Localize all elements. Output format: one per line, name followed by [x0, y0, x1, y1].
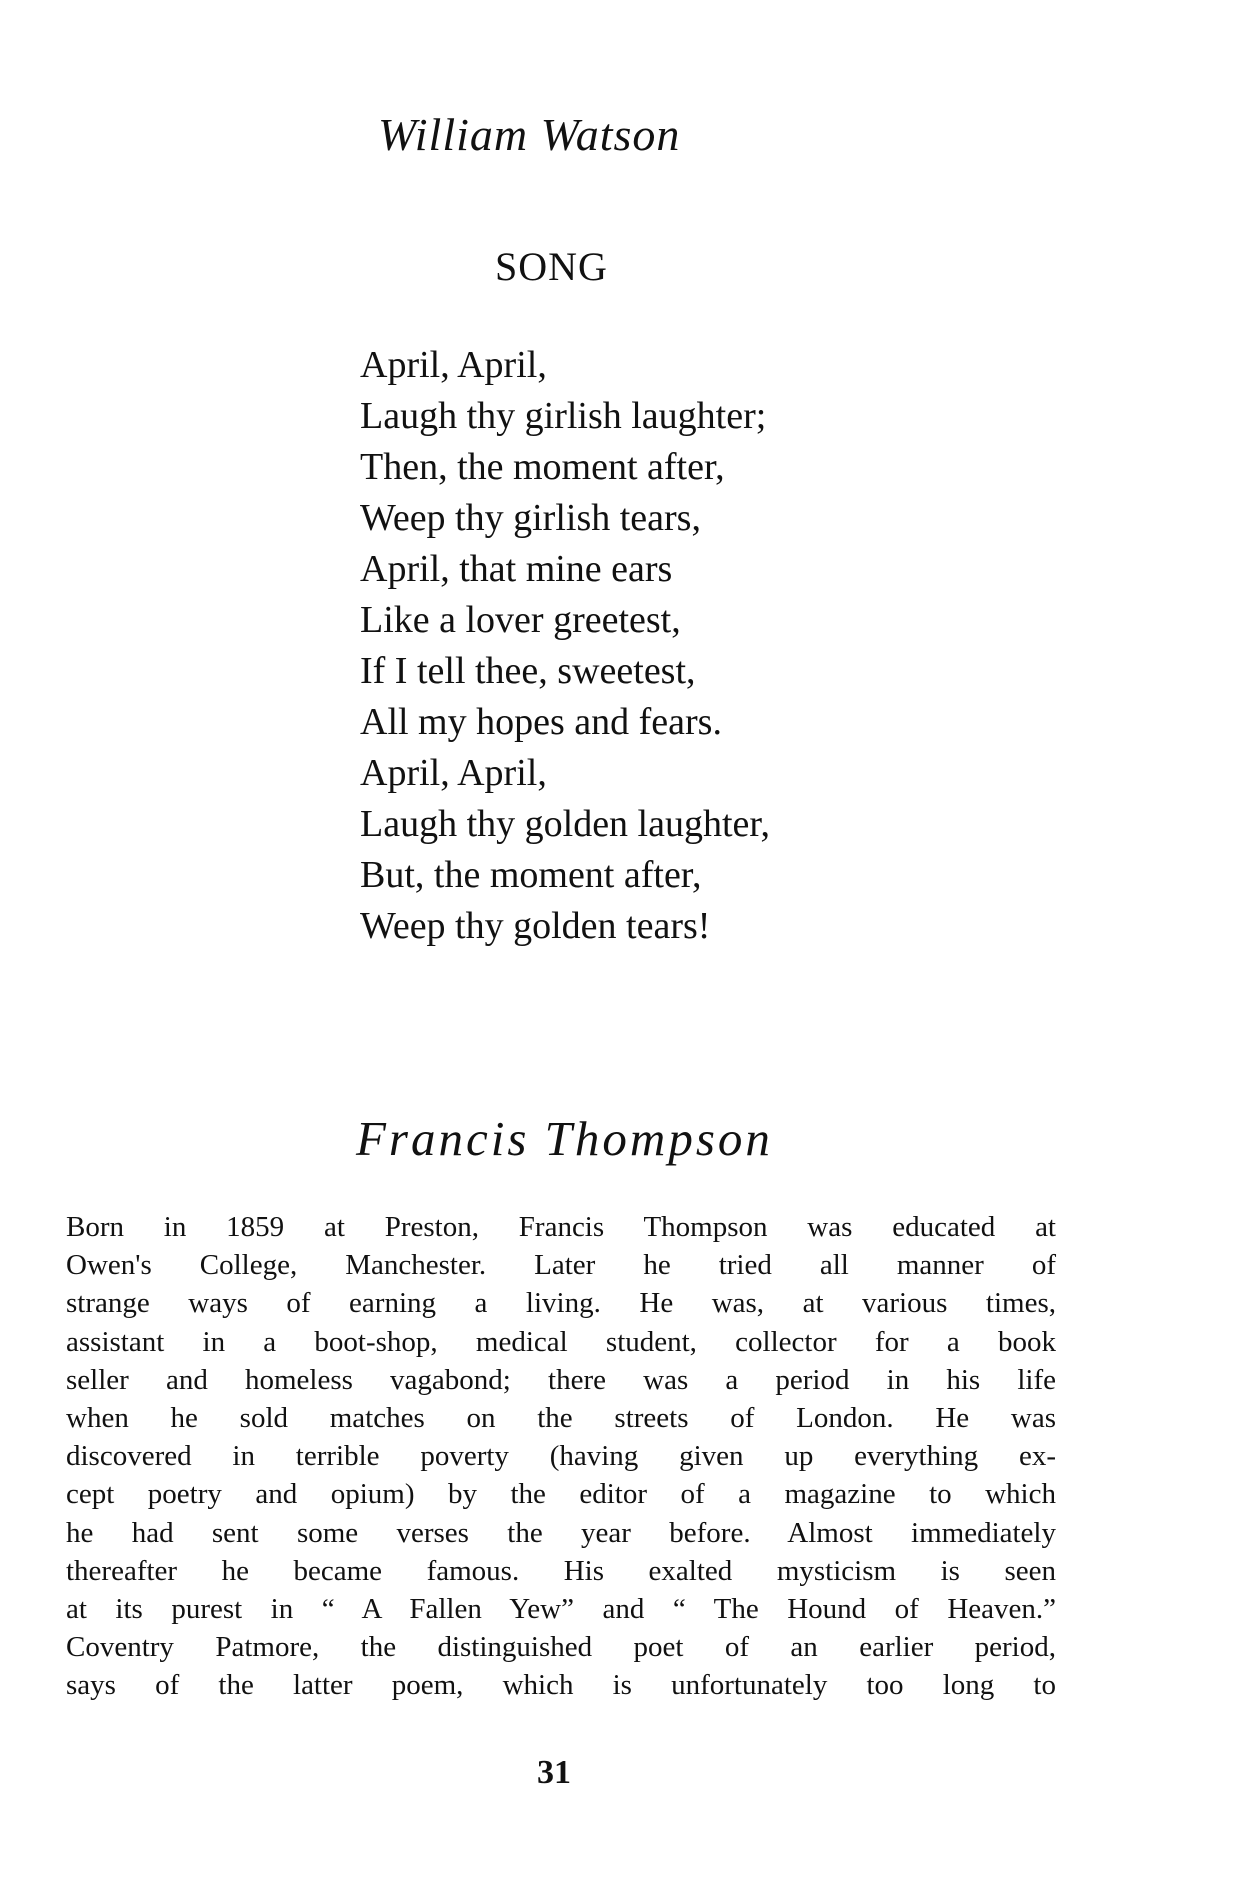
poem-line: Like a lover greetest,: [360, 599, 681, 641]
poem-line: Laugh thy golden laughter,: [360, 803, 771, 845]
bio-line: seller and homeless vagabond; there was a period in his life: [66, 1363, 1056, 1396]
author-heading-watson: William Watson: [378, 109, 681, 160]
bio-line: thereafter he became famous. His exalted mysticism is seen: [66, 1554, 1056, 1587]
bio-line: when he sold matches on the streets of London. He was: [66, 1402, 1056, 1435]
bio-line: says of the latter poem, which is unfortunately too long to: [66, 1669, 1056, 1702]
bio-line: strange ways of earning a living. He was, at various times,: [66, 1287, 1056, 1320]
poem-line: All my hopes and fears.: [360, 701, 722, 743]
author-heading-thompson: Francis Thompson: [356, 1111, 773, 1166]
bio-line: Born in 1859 at Preston, Francis Thompson was educated at: [66, 1211, 1056, 1243]
poem-line: April, April,: [360, 752, 547, 794]
poem-line: Laugh thy girlish laughter;: [360, 395, 767, 437]
poem-line: But, the moment after,: [360, 854, 702, 896]
poem-body: [360, 340, 770, 952]
poem-line: If I tell thee, sweetest,: [360, 650, 696, 692]
poem-line: April, that mine ears: [360, 548, 673, 590]
bio-line: Coventry Patmore, the distinguished poet of an earlier period,: [66, 1631, 1056, 1664]
poem-line: Weep thy golden tears!: [360, 905, 711, 947]
poem-line: Then, the moment after,: [360, 446, 725, 488]
bio-line: he had sent some verses the year before. Almost immediately: [66, 1516, 1056, 1549]
bio-line: assistant in a boot-shop, medical student, collector for a book: [66, 1325, 1056, 1358]
poem-line: Weep thy girlish tears,: [360, 497, 701, 539]
bio-line: Owen's College, Manchester. Later he tried all manner of: [66, 1249, 1056, 1282]
bio-line: discovered in terrible poverty (having given up everything ex-: [66, 1440, 1056, 1473]
bio-line: at its purest in “ A Fallen Yew” and “ The Hound of Heaven.”: [66, 1593, 1056, 1626]
poem-title: SONG: [495, 244, 608, 289]
page-number: 31: [537, 1754, 571, 1791]
biography-paragraph: [66, 1208, 1056, 1705]
bio-line: cept poetry and opium) by the editor of a magazine to which: [66, 1478, 1056, 1511]
poem-line: April, April,: [360, 344, 547, 386]
